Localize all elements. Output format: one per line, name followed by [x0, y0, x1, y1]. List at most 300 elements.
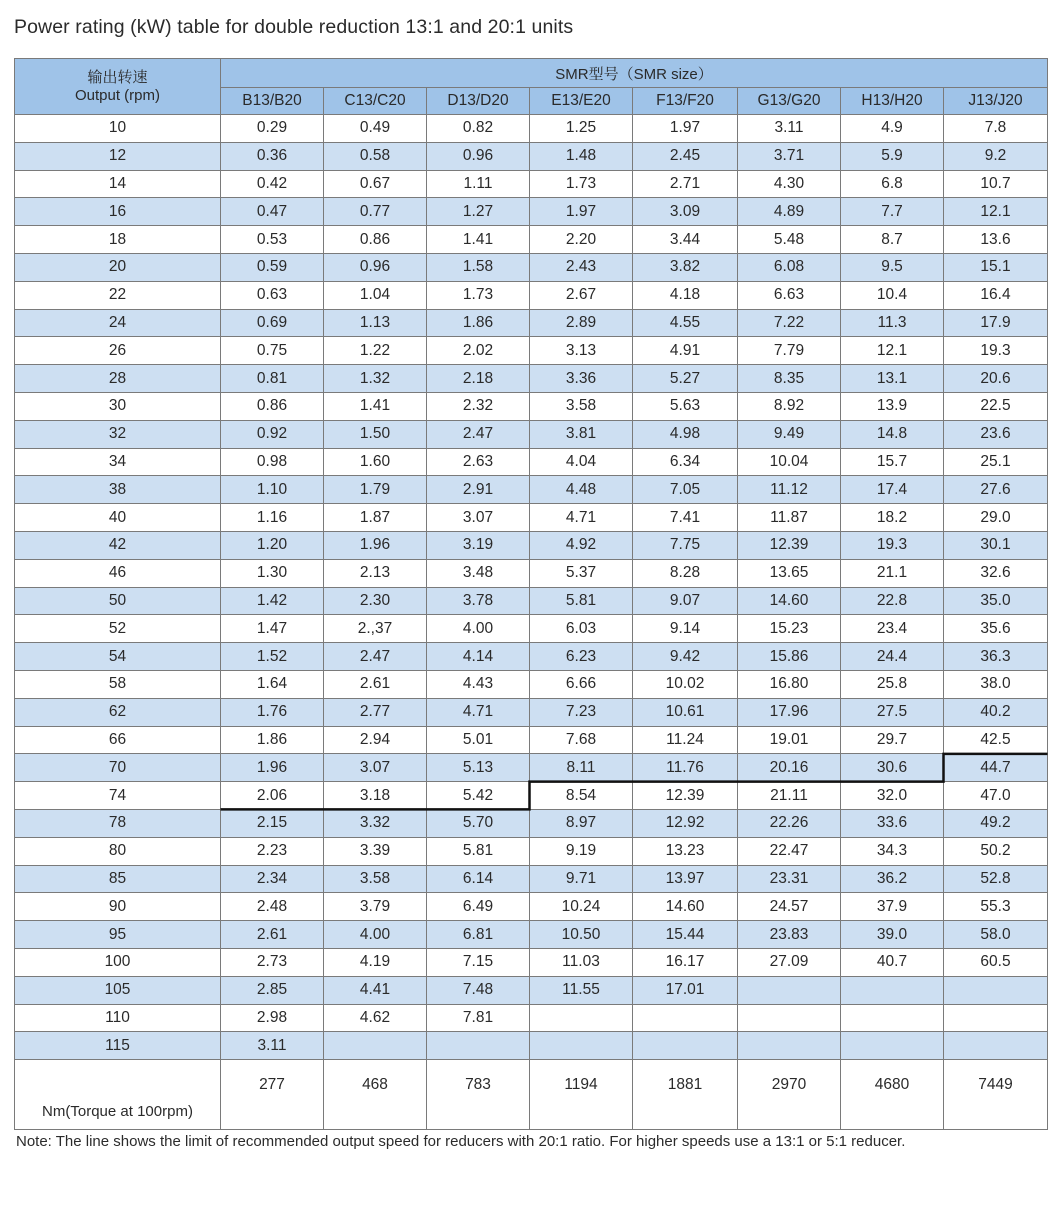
rpm-cell: 90	[15, 893, 221, 921]
table-row	[15, 142, 1048, 170]
power-cell: 17.9	[944, 309, 1048, 337]
power-cell: 8.28	[633, 559, 738, 587]
power-cell: 1.52	[221, 643, 324, 671]
power-cell: 1.48	[530, 142, 633, 170]
power-cell: 23.4	[841, 615, 944, 643]
table-row	[15, 1032, 1048, 1060]
power-cell: 0.59	[221, 253, 324, 281]
rpm-cell: 26	[15, 337, 221, 365]
rpm-cell: 42	[15, 531, 221, 559]
power-cell: 5.37	[530, 559, 633, 587]
table-row	[15, 1004, 1048, 1032]
power-cell: 20.6	[944, 365, 1048, 393]
power-cell: 4.19	[324, 948, 427, 976]
power-cell: 0.82	[427, 115, 530, 143]
power-cell: 12.1	[841, 337, 944, 365]
power-cell: 27.6	[944, 476, 1048, 504]
power-cell: 1.86	[427, 309, 530, 337]
power-cell: 4.92	[530, 531, 633, 559]
power-cell: 6.66	[530, 670, 633, 698]
rpm-cell: 70	[15, 754, 221, 782]
power-cell: 21.1	[841, 559, 944, 587]
power-cell: 1.97	[633, 115, 738, 143]
rpm-cell: 38	[15, 476, 221, 504]
power-cell: 25.1	[944, 448, 1048, 476]
power-cell: 2.48	[221, 893, 324, 921]
power-cell: 38.0	[944, 670, 1048, 698]
table-row	[15, 809, 1048, 837]
table-row	[15, 921, 1048, 949]
power-cell: 40.2	[944, 698, 1048, 726]
rpm-cell: 10	[15, 115, 221, 143]
power-cell: 32.6	[944, 559, 1048, 587]
table-row	[15, 115, 1048, 143]
power-cell: 3.48	[427, 559, 530, 587]
table-row	[15, 726, 1048, 754]
power-cell: 8.7	[841, 226, 944, 254]
power-cell	[530, 1032, 633, 1060]
power-cell: 4.41	[324, 976, 427, 1004]
power-cell: 47.0	[944, 782, 1048, 810]
rpm-cell: 14	[15, 170, 221, 198]
power-cell: 3.71	[738, 142, 841, 170]
power-cell: 3.79	[324, 893, 427, 921]
table-row	[15, 837, 1048, 865]
rpm-cell: 78	[15, 809, 221, 837]
power-cell: 7.41	[633, 504, 738, 532]
table-row	[15, 309, 1048, 337]
power-cell: 15.23	[738, 615, 841, 643]
power-cell: 2.98	[221, 1004, 324, 1032]
rpm-cell: 28	[15, 365, 221, 393]
power-cell: 3.11	[738, 115, 841, 143]
power-cell: 0.86	[221, 392, 324, 420]
power-cell: 17.4	[841, 476, 944, 504]
power-cell: 24.4	[841, 643, 944, 671]
output-rpm-header	[15, 59, 221, 115]
torque-cell: 7449	[944, 1060, 1048, 1130]
power-cell: 0.98	[221, 448, 324, 476]
power-cell: 13.9	[841, 392, 944, 420]
power-cell: 2.94	[324, 726, 427, 754]
power-cell: 2.30	[324, 587, 427, 615]
power-cell: 14.60	[738, 587, 841, 615]
power-cell: 2.61	[324, 670, 427, 698]
power-cell: 8.54	[530, 782, 633, 810]
power-cell: 33.6	[841, 809, 944, 837]
power-cell: 15.86	[738, 643, 841, 671]
power-cell: 11.87	[738, 504, 841, 532]
rpm-cell: 50	[15, 587, 221, 615]
power-cell: 1.73	[530, 170, 633, 198]
rpm-cell: 46	[15, 559, 221, 587]
power-cell: 12.39	[633, 782, 738, 810]
power-cell: 5.48	[738, 226, 841, 254]
power-cell: 12.39	[738, 531, 841, 559]
power-cell: 3.19	[427, 531, 530, 559]
power-cell: 4.30	[738, 170, 841, 198]
power-cell: 25.8	[841, 670, 944, 698]
power-cell: 1.41	[324, 392, 427, 420]
power-cell	[944, 1004, 1048, 1032]
power-cell: 13.65	[738, 559, 841, 587]
power-cell: 35.0	[944, 587, 1048, 615]
table-row	[15, 559, 1048, 587]
power-cell: 0.29	[221, 115, 324, 143]
power-cell: 4.62	[324, 1004, 427, 1032]
power-cell: 10.4	[841, 281, 944, 309]
power-cell: 10.50	[530, 921, 633, 949]
power-cell: 10.61	[633, 698, 738, 726]
table-row	[15, 782, 1048, 810]
power-cell: 9.2	[944, 142, 1048, 170]
power-cell: 13.1	[841, 365, 944, 393]
power-cell: 22.8	[841, 587, 944, 615]
table-row	[15, 893, 1048, 921]
power-cell: 0.96	[427, 142, 530, 170]
power-cell: 2.61	[221, 921, 324, 949]
table-row	[15, 698, 1048, 726]
power-cell: 4.48	[530, 476, 633, 504]
power-cell: 0.67	[324, 170, 427, 198]
power-cell: 36.2	[841, 865, 944, 893]
power-cell: 29.7	[841, 726, 944, 754]
rpm-cell: 52	[15, 615, 221, 643]
power-cell: 2.77	[324, 698, 427, 726]
power-cell: 5.27	[633, 365, 738, 393]
power-cell: 60.5	[944, 948, 1048, 976]
power-cell: 1.42	[221, 587, 324, 615]
table-row	[15, 643, 1048, 671]
power-cell: 3.82	[633, 253, 738, 281]
power-cell: 4.14	[427, 643, 530, 671]
power-cell: 4.98	[633, 420, 738, 448]
power-cell	[738, 1032, 841, 1060]
power-cell: 0.58	[324, 142, 427, 170]
power-cell: 2.15	[221, 809, 324, 837]
power-cell: 3.07	[324, 754, 427, 782]
column-header: J13/J20	[944, 88, 1048, 115]
rpm-cell: 12	[15, 142, 221, 170]
power-cell: 0.69	[221, 309, 324, 337]
power-cell: 2.32	[427, 392, 530, 420]
power-cell	[633, 1004, 738, 1032]
power-cell: 3.13	[530, 337, 633, 365]
power-cell: 3.36	[530, 365, 633, 393]
power-cell: 8.35	[738, 365, 841, 393]
torque-cell: 4680	[841, 1060, 944, 1130]
power-cell: 10.02	[633, 670, 738, 698]
power-cell: 9.19	[530, 837, 633, 865]
power-cell: 23.6	[944, 420, 1048, 448]
rpm-cell: 100	[15, 948, 221, 976]
power-cell: 10.7	[944, 170, 1048, 198]
power-cell: 37.9	[841, 893, 944, 921]
power-cell: 6.23	[530, 643, 633, 671]
power-cell: 4.71	[427, 698, 530, 726]
torque-cell: 468	[324, 1060, 427, 1130]
power-cell: 4.91	[633, 337, 738, 365]
power-cell: 9.71	[530, 865, 633, 893]
power-cell: 0.49	[324, 115, 427, 143]
power-cell: 3.39	[324, 837, 427, 865]
rpm-cell: 80	[15, 837, 221, 865]
page-title: Power rating (kW) table for double reduction 13:1 and 20:1 units	[14, 16, 574, 38]
power-cell: 4.04	[530, 448, 633, 476]
power-cell: 5.81	[427, 837, 530, 865]
power-cell: 4.89	[738, 198, 841, 226]
rpm-cell: 54	[15, 643, 221, 671]
power-cell: 9.07	[633, 587, 738, 615]
power-cell: 1.20	[221, 531, 324, 559]
power-cell: 44.7	[944, 754, 1048, 782]
power-cell: 13.6	[944, 226, 1048, 254]
column-header: E13/E20	[530, 88, 633, 115]
power-cell: 6.63	[738, 281, 841, 309]
power-cell	[841, 1032, 944, 1060]
power-cell: 5.9	[841, 142, 944, 170]
torque-cell: 1194	[530, 1060, 633, 1130]
table-row	[15, 420, 1048, 448]
power-cell: 14.8	[841, 420, 944, 448]
power-cell: 2.43	[530, 253, 633, 281]
table-row	[15, 365, 1048, 393]
power-cell: 0.96	[324, 253, 427, 281]
power-cell: 2.67	[530, 281, 633, 309]
power-cell: 5.70	[427, 809, 530, 837]
power-cell: 1.22	[324, 337, 427, 365]
power-cell: 24.57	[738, 893, 841, 921]
rpm-cell: 16	[15, 198, 221, 226]
power-cell: 9.5	[841, 253, 944, 281]
power-cell: 3.58	[530, 392, 633, 420]
rpm-cell: 18	[15, 226, 221, 254]
power-cell: 7.05	[633, 476, 738, 504]
power-cell: 11.55	[530, 976, 633, 1004]
power-cell: 1.58	[427, 253, 530, 281]
power-cell: 6.81	[427, 921, 530, 949]
power-cell: 6.03	[530, 615, 633, 643]
table-row	[15, 754, 1048, 782]
power-cell: 7.15	[427, 948, 530, 976]
table-row	[15, 531, 1048, 559]
power-cell: 11.76	[633, 754, 738, 782]
power-cell: 40.7	[841, 948, 944, 976]
output-rpm-header-en: Output (rpm)	[74, 86, 161, 104]
column-header: B13/B20	[221, 88, 324, 115]
power-cell: 2.06	[221, 782, 324, 810]
rpm-cell: 66	[15, 726, 221, 754]
power-cell	[738, 1004, 841, 1032]
power-cell: 21.11	[738, 782, 841, 810]
power-cell: 3.81	[530, 420, 633, 448]
power-cell: 1.10	[221, 476, 324, 504]
torque-cell: 1881	[633, 1060, 738, 1130]
power-cell: 2.18	[427, 365, 530, 393]
power-cell: 10.24	[530, 893, 633, 921]
power-cell: 0.53	[221, 226, 324, 254]
power-cell: 4.43	[427, 670, 530, 698]
power-cell: 1.11	[427, 170, 530, 198]
power-cell: 9.14	[633, 615, 738, 643]
power-cell: 17.96	[738, 698, 841, 726]
column-header: F13/F20	[633, 88, 738, 115]
table-row	[15, 392, 1048, 420]
power-cell: 6.49	[427, 893, 530, 921]
table-row	[15, 615, 1048, 643]
rpm-cell: 22	[15, 281, 221, 309]
power-cell: 10.04	[738, 448, 841, 476]
power-cell: 20.16	[738, 754, 841, 782]
power-cell: 22.26	[738, 809, 841, 837]
power-cell	[944, 976, 1048, 1004]
power-cell: 0.77	[324, 198, 427, 226]
table-row	[15, 281, 1048, 309]
power-cell: 13.23	[633, 837, 738, 865]
power-cell: 2.73	[221, 948, 324, 976]
power-cell: 2.63	[427, 448, 530, 476]
power-cell: 4.18	[633, 281, 738, 309]
power-cell: 39.0	[841, 921, 944, 949]
power-cell: 1.96	[221, 754, 324, 782]
power-cell: 7.48	[427, 976, 530, 1004]
power-cell: 1.30	[221, 559, 324, 587]
power-cell: 3.78	[427, 587, 530, 615]
power-cell: 1.64	[221, 670, 324, 698]
power-cell: 7.68	[530, 726, 633, 754]
power-cell: 4.9	[841, 115, 944, 143]
power-cell: 3.32	[324, 809, 427, 837]
power-rating-table-container	[14, 58, 1047, 1130]
power-cell: 30.1	[944, 531, 1048, 559]
power-cell	[944, 1032, 1048, 1060]
power-cell: 1.73	[427, 281, 530, 309]
power-cell: 19.3	[944, 337, 1048, 365]
power-cell: 4.00	[324, 921, 427, 949]
table-row	[15, 476, 1048, 504]
power-cell: 8.92	[738, 392, 841, 420]
power-cell: 0.42	[221, 170, 324, 198]
power-cell: 3.44	[633, 226, 738, 254]
power-rating-table	[14, 58, 1048, 1130]
power-cell: 23.83	[738, 921, 841, 949]
power-cell: 2.20	[530, 226, 633, 254]
power-cell: 0.75	[221, 337, 324, 365]
power-cell: 1.87	[324, 504, 427, 532]
power-cell	[633, 1032, 738, 1060]
power-cell: 15.44	[633, 921, 738, 949]
power-cell: 3.07	[427, 504, 530, 532]
torque-cell: 277	[221, 1060, 324, 1130]
table-row	[15, 448, 1048, 476]
power-cell: 1.96	[324, 531, 427, 559]
power-cell: 1.25	[530, 115, 633, 143]
power-cell: 0.63	[221, 281, 324, 309]
power-cell: 2.91	[427, 476, 530, 504]
smr-size-group-header: SMR型号（SMR size）	[221, 59, 1048, 88]
rpm-cell: 105	[15, 976, 221, 1004]
column-header: D13/D20	[427, 88, 530, 115]
footnote: Note: The line shows the limit of recommended output speed for reducers with 20:1 ratio. For higher speeds use a 13:1 or 5:1 reducer.	[16, 1133, 906, 1150]
power-cell: 22.47	[738, 837, 841, 865]
rpm-cell: 58	[15, 670, 221, 698]
power-cell: 2.23	[221, 837, 324, 865]
power-cell: 1.27	[427, 198, 530, 226]
power-cell: 11.24	[633, 726, 738, 754]
power-cell: 9.42	[633, 643, 738, 671]
power-cell: 0.81	[221, 365, 324, 393]
power-cell: 11.12	[738, 476, 841, 504]
torque-cell: 783	[427, 1060, 530, 1130]
power-cell: 1.41	[427, 226, 530, 254]
rpm-cell: 85	[15, 865, 221, 893]
power-cell	[738, 976, 841, 1004]
rpm-cell: 115	[15, 1032, 221, 1060]
power-cell: 6.08	[738, 253, 841, 281]
power-cell: 6.8	[841, 170, 944, 198]
power-cell: 1.47	[221, 615, 324, 643]
power-cell: 7.81	[427, 1004, 530, 1032]
power-cell: 34.3	[841, 837, 944, 865]
power-cell: 8.11	[530, 754, 633, 782]
power-cell: 9.49	[738, 420, 841, 448]
power-cell: 22.5	[944, 392, 1048, 420]
power-cell: 7.79	[738, 337, 841, 365]
power-cell: 5.81	[530, 587, 633, 615]
power-cell	[841, 1004, 944, 1032]
power-cell: 2.85	[221, 976, 324, 1004]
power-cell: 2.71	[633, 170, 738, 198]
power-cell: 1.50	[324, 420, 427, 448]
column-header: G13/G20	[738, 88, 841, 115]
rpm-cell: 34	[15, 448, 221, 476]
output-rpm-header-cn: 输出转速	[87, 69, 148, 87]
power-cell: 11.03	[530, 948, 633, 976]
power-cell: 36.3	[944, 643, 1048, 671]
power-cell: 7.75	[633, 531, 738, 559]
power-cell: 49.2	[944, 809, 1048, 837]
power-cell: 2.,37	[324, 615, 427, 643]
rpm-cell: 20	[15, 253, 221, 281]
power-cell: 19.3	[841, 531, 944, 559]
power-cell: 7.7	[841, 198, 944, 226]
power-cell: 27.09	[738, 948, 841, 976]
power-cell: 4.00	[427, 615, 530, 643]
rpm-cell: 95	[15, 921, 221, 949]
power-cell: 2.45	[633, 142, 738, 170]
table-row	[15, 976, 1048, 1004]
power-cell: 1.60	[324, 448, 427, 476]
table-row	[15, 504, 1048, 532]
power-cell: 1.76	[221, 698, 324, 726]
power-cell: 30.6	[841, 754, 944, 782]
power-cell: 0.47	[221, 198, 324, 226]
power-cell: 16.4	[944, 281, 1048, 309]
power-cell: 16.80	[738, 670, 841, 698]
power-cell: 5.42	[427, 782, 530, 810]
power-cell: 3.58	[324, 865, 427, 893]
torque-label: Nm(Torque at 100rpm)	[15, 1060, 221, 1130]
power-cell: 19.01	[738, 726, 841, 754]
power-cell: 3.11	[221, 1032, 324, 1060]
power-cell: 1.86	[221, 726, 324, 754]
table-row	[15, 587, 1048, 615]
power-cell: 0.92	[221, 420, 324, 448]
power-cell: 0.36	[221, 142, 324, 170]
table-row	[15, 198, 1048, 226]
power-cell: 2.02	[427, 337, 530, 365]
power-cell: 2.89	[530, 309, 633, 337]
